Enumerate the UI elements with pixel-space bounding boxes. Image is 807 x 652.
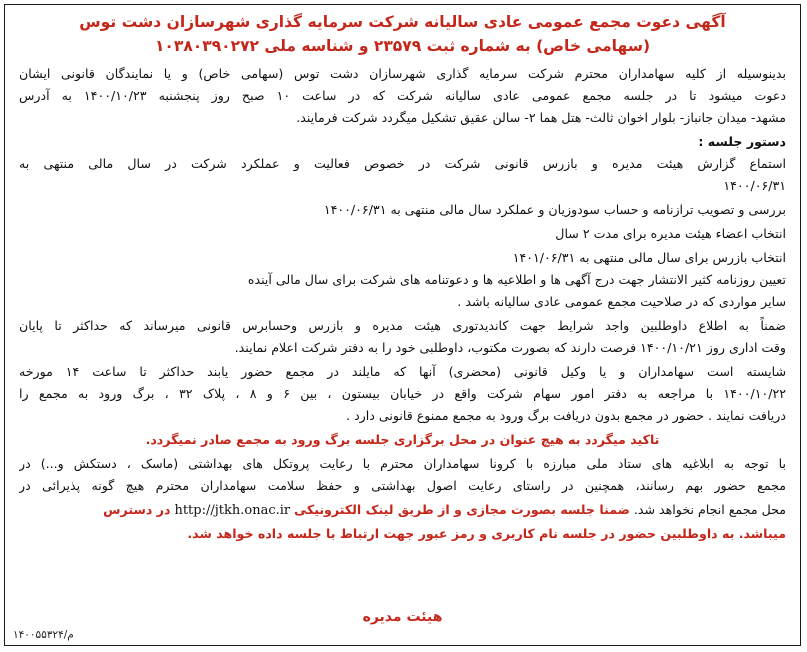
- agenda-item: انتخاب بازرس برای سال مالی منتهی به ۱۴۰۱/۰۶/۳۱: [512, 250, 786, 265]
- covid-text: محل مجمع انجام نخواهد شد.: [633, 502, 786, 517]
- agenda-item: سایر مواردی که در صلاحیت مجمع عمومی عادی سالیانه باشد .: [457, 294, 786, 309]
- agenda-item: ۱۴۰۰/۰۶/۳۱: [723, 178, 786, 193]
- intro-line: دعوت میشود تا در جلسه مجمع عمومی عادی سالیانه شرکت که در ساعت ۱۰ صبح روز پنجشنبه ۱۴۰۰/۱۰/۲۳ به آدرس: [19, 88, 786, 103]
- agenda-heading: دستور جلسه :: [698, 134, 786, 149]
- attendance-line: دریافت نمایند . حضور در مجمع بدون دریافت برگ ورود به مجمع ممنوع قانونی دارد .: [346, 408, 786, 423]
- intro-line: مشهد- میدان جانباز- بلوار اخوان ثالث- هتل هما ۲- سالن عقیق تشکیل میگردد شرکت فرمایند.: [296, 110, 786, 125]
- agenda-item: بررسی و تصویب ترازنامه و حساب سودوزیان و عملکرد سال مالی منتهی به ۱۴۰۰/۰۶/۳۱: [323, 202, 786, 217]
- intro-line: بدینوسیله از کلیه سهامداران محترم شرکت سرمایه گذاری شهرسازان دشت توس (سهامی خاص) و یا نمایندگان قانونی ایشان: [19, 66, 786, 81]
- availability-note: در دسترس: [103, 502, 171, 517]
- meeting-link[interactable]: http://jtkh.onac.ir: [174, 503, 291, 518]
- credentials-note: میباشد. به داوطلبین حضور در جلسه نام کاربری و رمز عبور جهت ارتباط با جلسه داده خواهد شد.: [187, 526, 786, 541]
- agenda-item: تعیین روزنامه کثیر الانتشار جهت درج آگهی ها و اطلاعیه ها و دعوتنامه های شرکت برای سال مالی آینده: [247, 272, 786, 287]
- notice-box: [4, 4, 801, 646]
- candidacy-line: وقت اداری روز ۱۴۰۰/۱۰/۲۱ فرصت دارند که بصورت مکتوب، داوطلبی خود را به دفتر شرکت اعلام نمایند.: [234, 340, 786, 355]
- notice-title: آگهی دعوت مجمع عمومی عادی سالیانه شرکت سرمایه گذاری شهرسازان دشت توس: [79, 13, 726, 31]
- agenda-item: استماع گزارش هیئت مدیره و بازرس قانونی شرکت در خصوص فعالیت و عملکرد شرکت در سال مالی منتهی به: [19, 156, 786, 171]
- candidacy-line: ضمناً به اطلاع داوطلبین واجد شرایط جهت کاندیدتوری هیئت مدیره و بازرس وحسابرس قانونی میرساند که حداکثر تا پایان: [19, 318, 786, 333]
- ad-code: م/۱۴۰۰۵۵۳۲۴: [13, 629, 74, 641]
- agenda-item: انتخاب اعضاء هیئت مدیره برای مدت ۲ سال: [555, 226, 786, 241]
- attendance-line: شایسته است سهامداران و یا وکیل قانونی (محضری) آنها که مایلند در مجمع حضور یابند حداکثر تا ساعت ۱۴ مورخه: [19, 364, 786, 379]
- covid-line: مجمع حضور بهم رسانند، همچنین در راستای رعایت اصول بهداشتی و حفظ سلامت سهامداران محترم هیچ گونه پذیرائی در: [19, 478, 786, 493]
- notice-subtitle: (سهامی خاص) به شماره ثبت ۲۳۵۷۹ و شناسه ملی ۱۰۳۸۰۳۹۰۲۷۲: [154, 37, 651, 55]
- covid-line-link: [19, 499, 786, 521]
- attendance-line: ۱۴۰۰/۱۰/۲۲ با مراجعه به دفتر امور سهام شرکت واقع در خیابان بیستون ، بین ۶ و ۸ ، پلاک ۳۲ ، برگ ورود به مجمع را: [19, 386, 786, 401]
- emphasis-notice: تاکید میگردد به هیچ عنوان در محل برگزاری جلسه برگ ورود به مجمع صادر نمیگردد.: [145, 432, 660, 447]
- signature: هیئت مدیره: [362, 609, 443, 625]
- covid-line: با توجه به ابلاغیه های ستاد ملی مبارزه با کرونا سهامداران محترم با رعایت پروتکل های بهداشتی (ماسک ، دستکش و...) در: [19, 456, 786, 471]
- virtual-meeting-note: ضمنا جلسه بصورت مجازی و از طریق لینک الکترونیکی: [294, 502, 630, 517]
